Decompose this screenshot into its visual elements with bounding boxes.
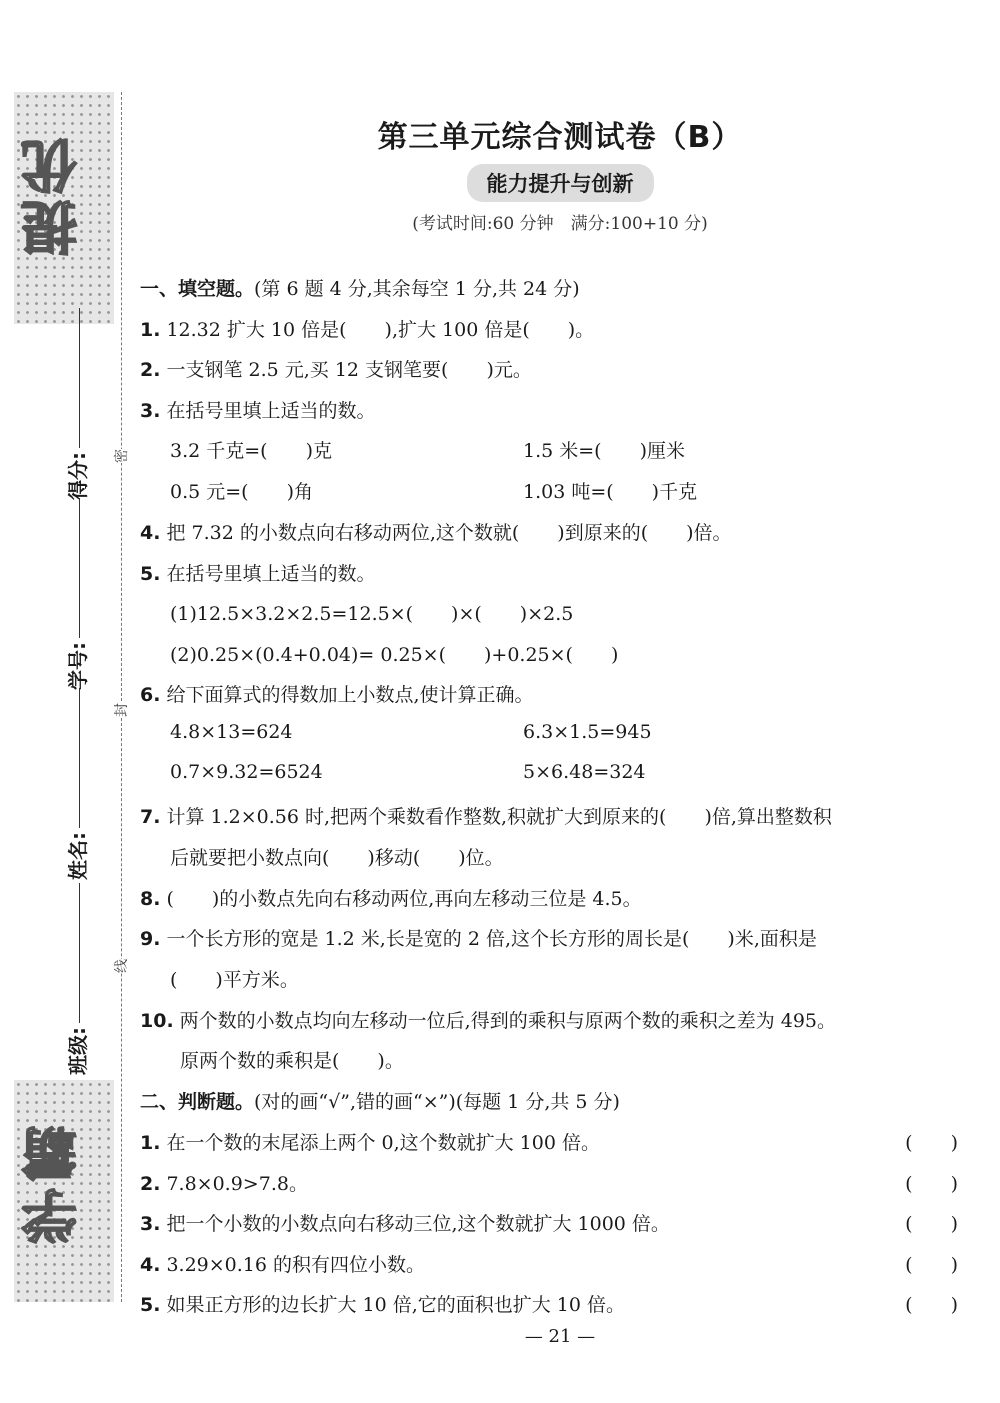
score-line xyxy=(79,308,80,448)
seal-char-feng: 封 xyxy=(111,703,131,717)
q6-item-a: 4.8×13=624 xyxy=(170,721,293,743)
judge-1-answer-paren[interactable]: ( ) xyxy=(905,1132,958,1154)
class-field[interactable] xyxy=(62,883,91,1075)
q7-num: 7. xyxy=(140,806,161,828)
time-info: (考试时间:60 分钟 满分:100+10 分) xyxy=(412,214,708,234)
q5-text: 在括号里填上适当的数。 xyxy=(166,563,376,585)
judge-5-text: 如果正方形的边长扩大 10 倍,它的面积也扩大 10 倍。 xyxy=(166,1294,626,1316)
q6-item-d: 5×6.48=324 xyxy=(523,761,646,783)
q3-text: 在括号里填上适当的数。 xyxy=(166,400,376,422)
student-id-label: 学号: xyxy=(66,642,90,690)
question-1 xyxy=(140,315,594,342)
q3-num: 3. xyxy=(140,400,161,422)
seal-dashed-line xyxy=(121,92,122,1302)
section1-heading xyxy=(140,274,580,301)
score-field[interactable] xyxy=(62,308,91,500)
section1-title: 一、填空题。 xyxy=(140,278,255,300)
judge-1-num: 1. xyxy=(140,1132,161,1154)
q3-item-b: 1.5 米=( )厘米 xyxy=(523,440,686,462)
q5-item-1: (1)12.5×3.2×2.5=12.5×( )×( )×2.5 xyxy=(170,603,574,625)
judge-3-answer-paren[interactable]: ( ) xyxy=(905,1213,958,1235)
q9-line2: ( )平方米。 xyxy=(170,969,299,991)
judge-2-answer-paren[interactable]: ( ) xyxy=(905,1173,958,1195)
brand-tag-top xyxy=(14,92,114,324)
question-8 xyxy=(140,884,642,911)
question-9 xyxy=(140,924,817,951)
judge-2-text: 7.8×0.9>7.8。 xyxy=(166,1173,308,1195)
seal-char-mi: 密 xyxy=(111,449,131,463)
question-10 xyxy=(140,1006,836,1033)
q10-line1: 两个数的小数点均向左移动一位后,得到的乘积与原两个数的乘积之差为 495。 xyxy=(179,1010,837,1032)
question-4 xyxy=(140,518,732,545)
judge-item xyxy=(140,1169,308,1196)
q3-item-a: 3.2 千克=( )克 xyxy=(170,440,333,462)
judge-1-text: 在一个数的末尾添上两个 0,这个数就扩大 100 倍。 xyxy=(166,1132,600,1154)
q1-num: 1. xyxy=(140,319,161,341)
name-field[interactable] xyxy=(62,688,91,880)
q10-line2: 原两个数的乘积是( )。 xyxy=(180,1050,404,1072)
student-id-line xyxy=(79,498,80,638)
class-label: 班级: xyxy=(66,1027,90,1075)
question-7 xyxy=(140,802,832,829)
subtitle-wrap xyxy=(140,164,980,202)
page-number: — 21 — xyxy=(524,1326,596,1347)
question-2 xyxy=(140,355,532,382)
q5-item-2: (2)0.25×(0.4+0.04)= 0.25×( )+0.25×( ) xyxy=(170,644,619,666)
question-6 xyxy=(140,680,534,707)
section1-note: (第 6 题 4 分,其余每空 1 分,共 24 分) xyxy=(254,278,580,300)
q7-line1: 计算 1.2×0.56 时,把两个乘数看作整数,积就扩大到原来的( )倍,算出整数积 xyxy=(166,806,832,828)
q6-item-c: 0.7×9.32=6524 xyxy=(170,761,323,783)
judge-5-num: 5. xyxy=(140,1294,161,1316)
binding-margin xyxy=(0,0,130,1403)
judge-4-text: 3.29×0.16 的积有四位小数。 xyxy=(166,1254,426,1276)
q9-line1: 一个长方形的宽是 1.2 米,长是宽的 2 倍,这个长方形的周长是( )米,面积是 xyxy=(166,928,817,950)
judge-3-text: 把一个小数的小数点向右移动三位,这个数就扩大 1000 倍。 xyxy=(166,1213,670,1235)
q8-text: ( )的小数点先向右移动两位,再向左移动三位是 4.5。 xyxy=(166,888,642,910)
subtitle-badge: 能力提升与创新 xyxy=(467,164,654,202)
judge-item xyxy=(140,1290,625,1317)
q6-text: 给下面算式的得数加上小数点,使计算正确。 xyxy=(166,684,534,706)
q8-num: 8. xyxy=(140,888,161,910)
q2-num: 2. xyxy=(140,359,161,381)
seal-char-xian: 线 xyxy=(111,959,131,973)
class-line xyxy=(79,883,80,1023)
brand-tag-bottom-text: 学霸 xyxy=(21,1120,86,1244)
name-label: 姓名: xyxy=(66,832,90,880)
q1-text: 12.32 扩大 10 倍是( ),扩大 100 倍是( )。 xyxy=(166,319,595,341)
q3-item-c: 0.5 元=( )角 xyxy=(170,481,314,503)
q4-text: 把 7.32 的小数点向右移动两位,这个数就( )到原来的( )倍。 xyxy=(166,522,732,544)
q2-text: 一支钢笔 2.5 元,买 12 支钢笔要( )元。 xyxy=(166,359,532,381)
judge-4-answer-paren[interactable]: ( ) xyxy=(905,1254,958,1276)
section2-note: (对的画“√”,错的画“×”)(每题 1 分,共 5 分) xyxy=(254,1091,620,1113)
q4-num: 4. xyxy=(140,522,161,544)
q7-line2: 后就要把小数点向( )移动( )位。 xyxy=(170,847,504,869)
judge-5-answer-paren[interactable]: ( ) xyxy=(905,1294,958,1316)
q3-item-d: 1.03 吨=( )千克 xyxy=(523,481,698,503)
question-3 xyxy=(140,396,375,423)
judge-4-num: 4. xyxy=(140,1254,161,1276)
q6-item-b: 6.3×1.5=945 xyxy=(523,721,652,743)
judge-item xyxy=(140,1250,425,1277)
judge-item xyxy=(140,1128,600,1155)
judge-3-num: 3. xyxy=(140,1213,161,1235)
question-5 xyxy=(140,559,375,586)
brand-tag-bottom xyxy=(14,1080,114,1302)
page-title: 第三单元综合测试卷（B） xyxy=(377,120,743,155)
q6-num: 6. xyxy=(140,684,161,706)
q9-num: 9. xyxy=(140,928,161,950)
brand-tag-top-text: 提优 xyxy=(21,132,86,256)
section2-title: 二、判断题。 xyxy=(140,1091,255,1113)
score-label: 得分: xyxy=(66,452,90,500)
name-line xyxy=(79,688,80,828)
judge-item xyxy=(140,1209,670,1236)
judge-2-num: 2. xyxy=(140,1173,161,1195)
section2-heading xyxy=(140,1087,620,1114)
student-id-field[interactable] xyxy=(62,498,91,690)
q5-num: 5. xyxy=(140,563,161,585)
q10-num: 10. xyxy=(140,1010,174,1032)
